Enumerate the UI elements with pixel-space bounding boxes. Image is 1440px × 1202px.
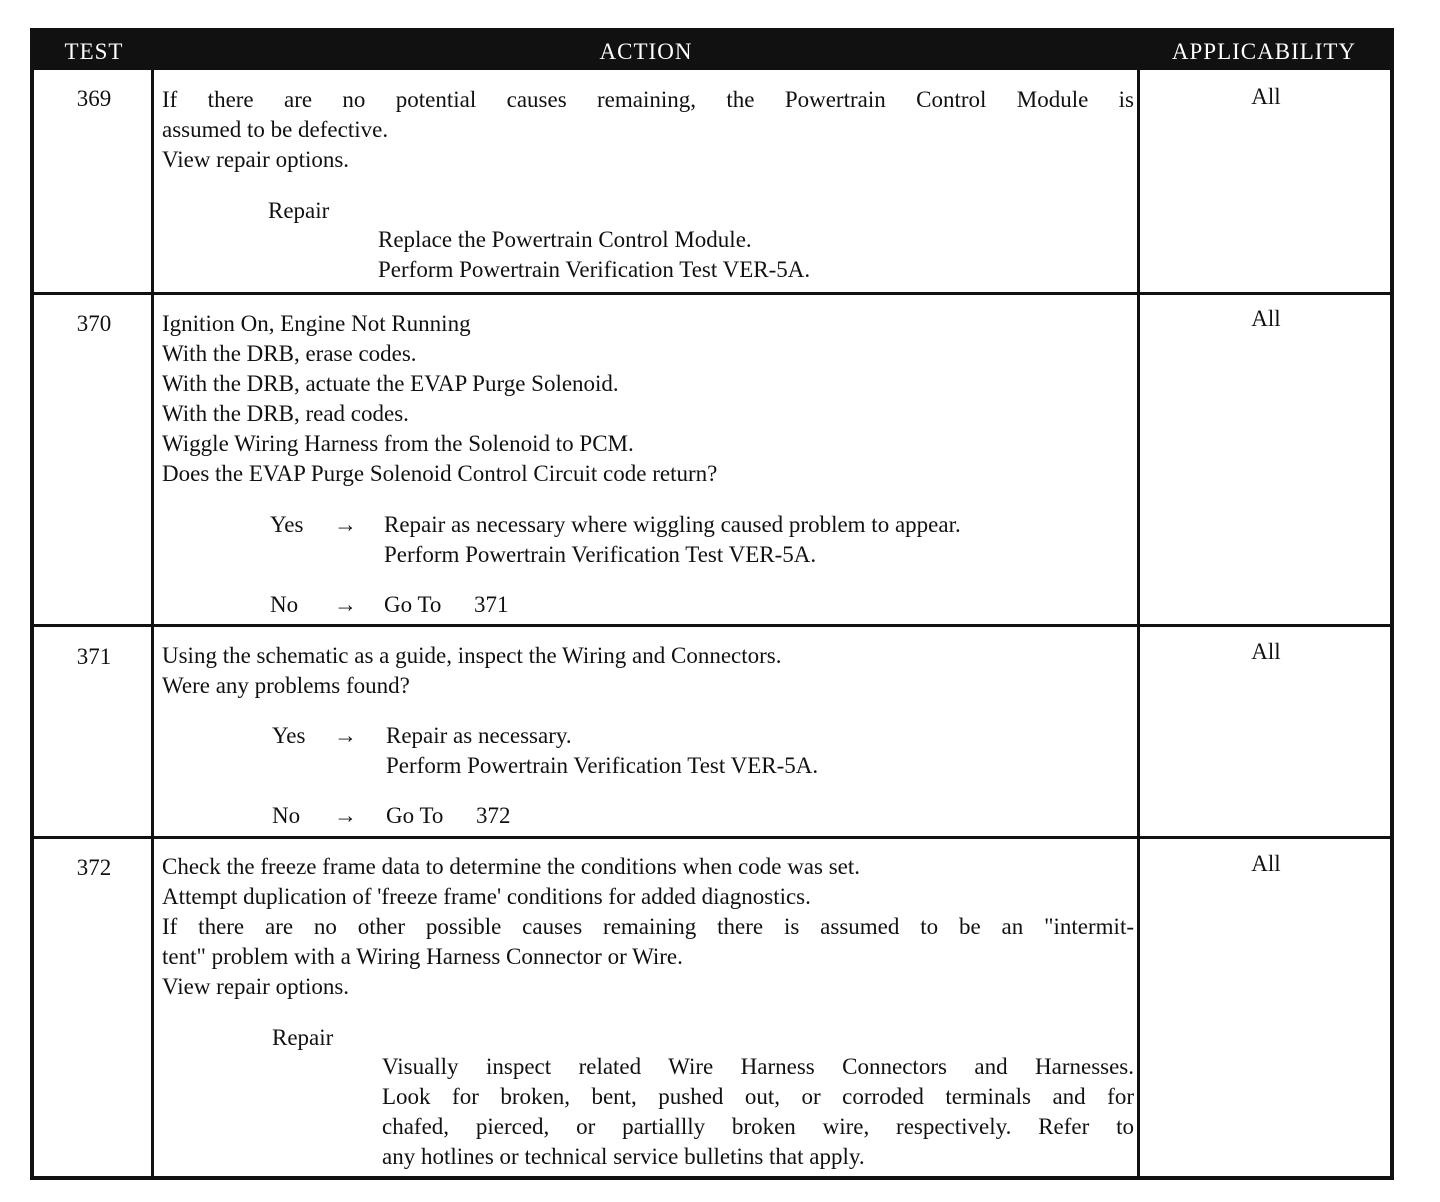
header-test: TEST [64, 39, 124, 64]
no-label: No [272, 803, 301, 828]
repair-line: Look for broken, bent, pushed out, or corroded terminals and for [382, 1084, 1134, 1109]
action-line: Check the freeze frame data to determine the conditions when code was set. [162, 854, 861, 879]
yes-action-line: Repair as necessary. [386, 723, 572, 748]
action-line: With the DRB, actuate the EVAP Purge Solenoid. [162, 371, 619, 396]
goto-label: Go To [384, 592, 442, 617]
action-line: Using the schematic as a guide, inspect the Wiring and Connectors. [162, 643, 782, 668]
repair-line: Replace the Powertrain Control Module. [378, 227, 752, 252]
action-line: Were any problems found? [162, 673, 410, 698]
repair-line: Perform Powertrain Verification Test VER-5A. [378, 257, 811, 282]
repair-label: Repair [272, 1025, 334, 1050]
repair-label: Repair [268, 198, 330, 223]
repair-line: any hotlines or technical service bulletins that apply. [382, 1144, 865, 1169]
action-text [162, 85, 1134, 282]
header-applicability: APPLICABILITY [1171, 39, 1357, 64]
action-line: If there are no other possible causes remaining there is assumed to be an "intermit- [162, 914, 1134, 939]
applicability: All [1251, 306, 1281, 331]
arrow-icon: → [334, 803, 357, 828]
yes-action-line: Perform Powertrain Verification Test VER-5A. [384, 542, 817, 567]
action-line: If there are no potential causes remaining, the Powertrain Control Module is [162, 87, 1134, 112]
action-line: View repair options. [162, 147, 350, 172]
action-text [162, 852, 1134, 1169]
action-text [162, 309, 1134, 617]
goto-label: Go To [386, 803, 444, 828]
table-header [34, 32, 1390, 70]
applicability: All [1251, 84, 1281, 109]
action-line: assumed to be defective. [162, 117, 389, 142]
action-line: Does the EVAP Purge Solenoid Control Circuit code return? [162, 461, 718, 486]
yes-label: Yes [272, 723, 306, 748]
repair-line: chafed, pierced, or partiallly broken wire, respectively. Refer to [382, 1114, 1134, 1139]
action-line: View repair options. [162, 974, 350, 999]
goto-target: 371 [474, 592, 509, 617]
applicability: All [1251, 851, 1281, 876]
arrow-icon: → [334, 723, 357, 748]
arrow-icon: → [334, 512, 357, 537]
test-number: 372 [76, 855, 112, 880]
arrow-icon: → [334, 592, 357, 617]
action-line: Wiggle Wiring Harness from the Solenoid to PCM. [162, 431, 634, 456]
yes-action-line: Repair as necessary where wiggling caused problem to appear. [384, 512, 961, 537]
action-line: tent" problem with a Wiring Harness Connector or Wire. [162, 944, 683, 969]
diagnostic-table [30, 28, 1394, 1180]
column-divider [1137, 70, 1140, 1176]
row-divider [34, 836, 1390, 839]
action-line: With the DRB, erase codes. [162, 341, 417, 366]
test-number: 369 [76, 86, 112, 111]
header-action: ACTION [599, 39, 693, 64]
action-line: Attempt duplication of 'freeze frame' conditions for added diagnostics. [162, 884, 811, 909]
column-divider [151, 70, 154, 1176]
repair-line: Visually inspect related Wire Harness Connectors and Harnesses. [382, 1054, 1134, 1079]
applicability: All [1251, 639, 1281, 664]
no-label: No [270, 592, 299, 617]
test-number: 370 [76, 311, 112, 336]
action-line: Ignition On, Engine Not Running [162, 311, 471, 336]
row-divider [34, 624, 1390, 627]
goto-target: 372 [476, 803, 511, 828]
action-text [162, 641, 1134, 828]
yes-action-line: Perform Powertrain Verification Test VER-5A. [386, 753, 819, 778]
action-line: With the DRB, read codes. [162, 401, 409, 426]
yes-label: Yes [270, 512, 304, 537]
row-divider [34, 292, 1390, 295]
test-number: 371 [76, 644, 112, 669]
